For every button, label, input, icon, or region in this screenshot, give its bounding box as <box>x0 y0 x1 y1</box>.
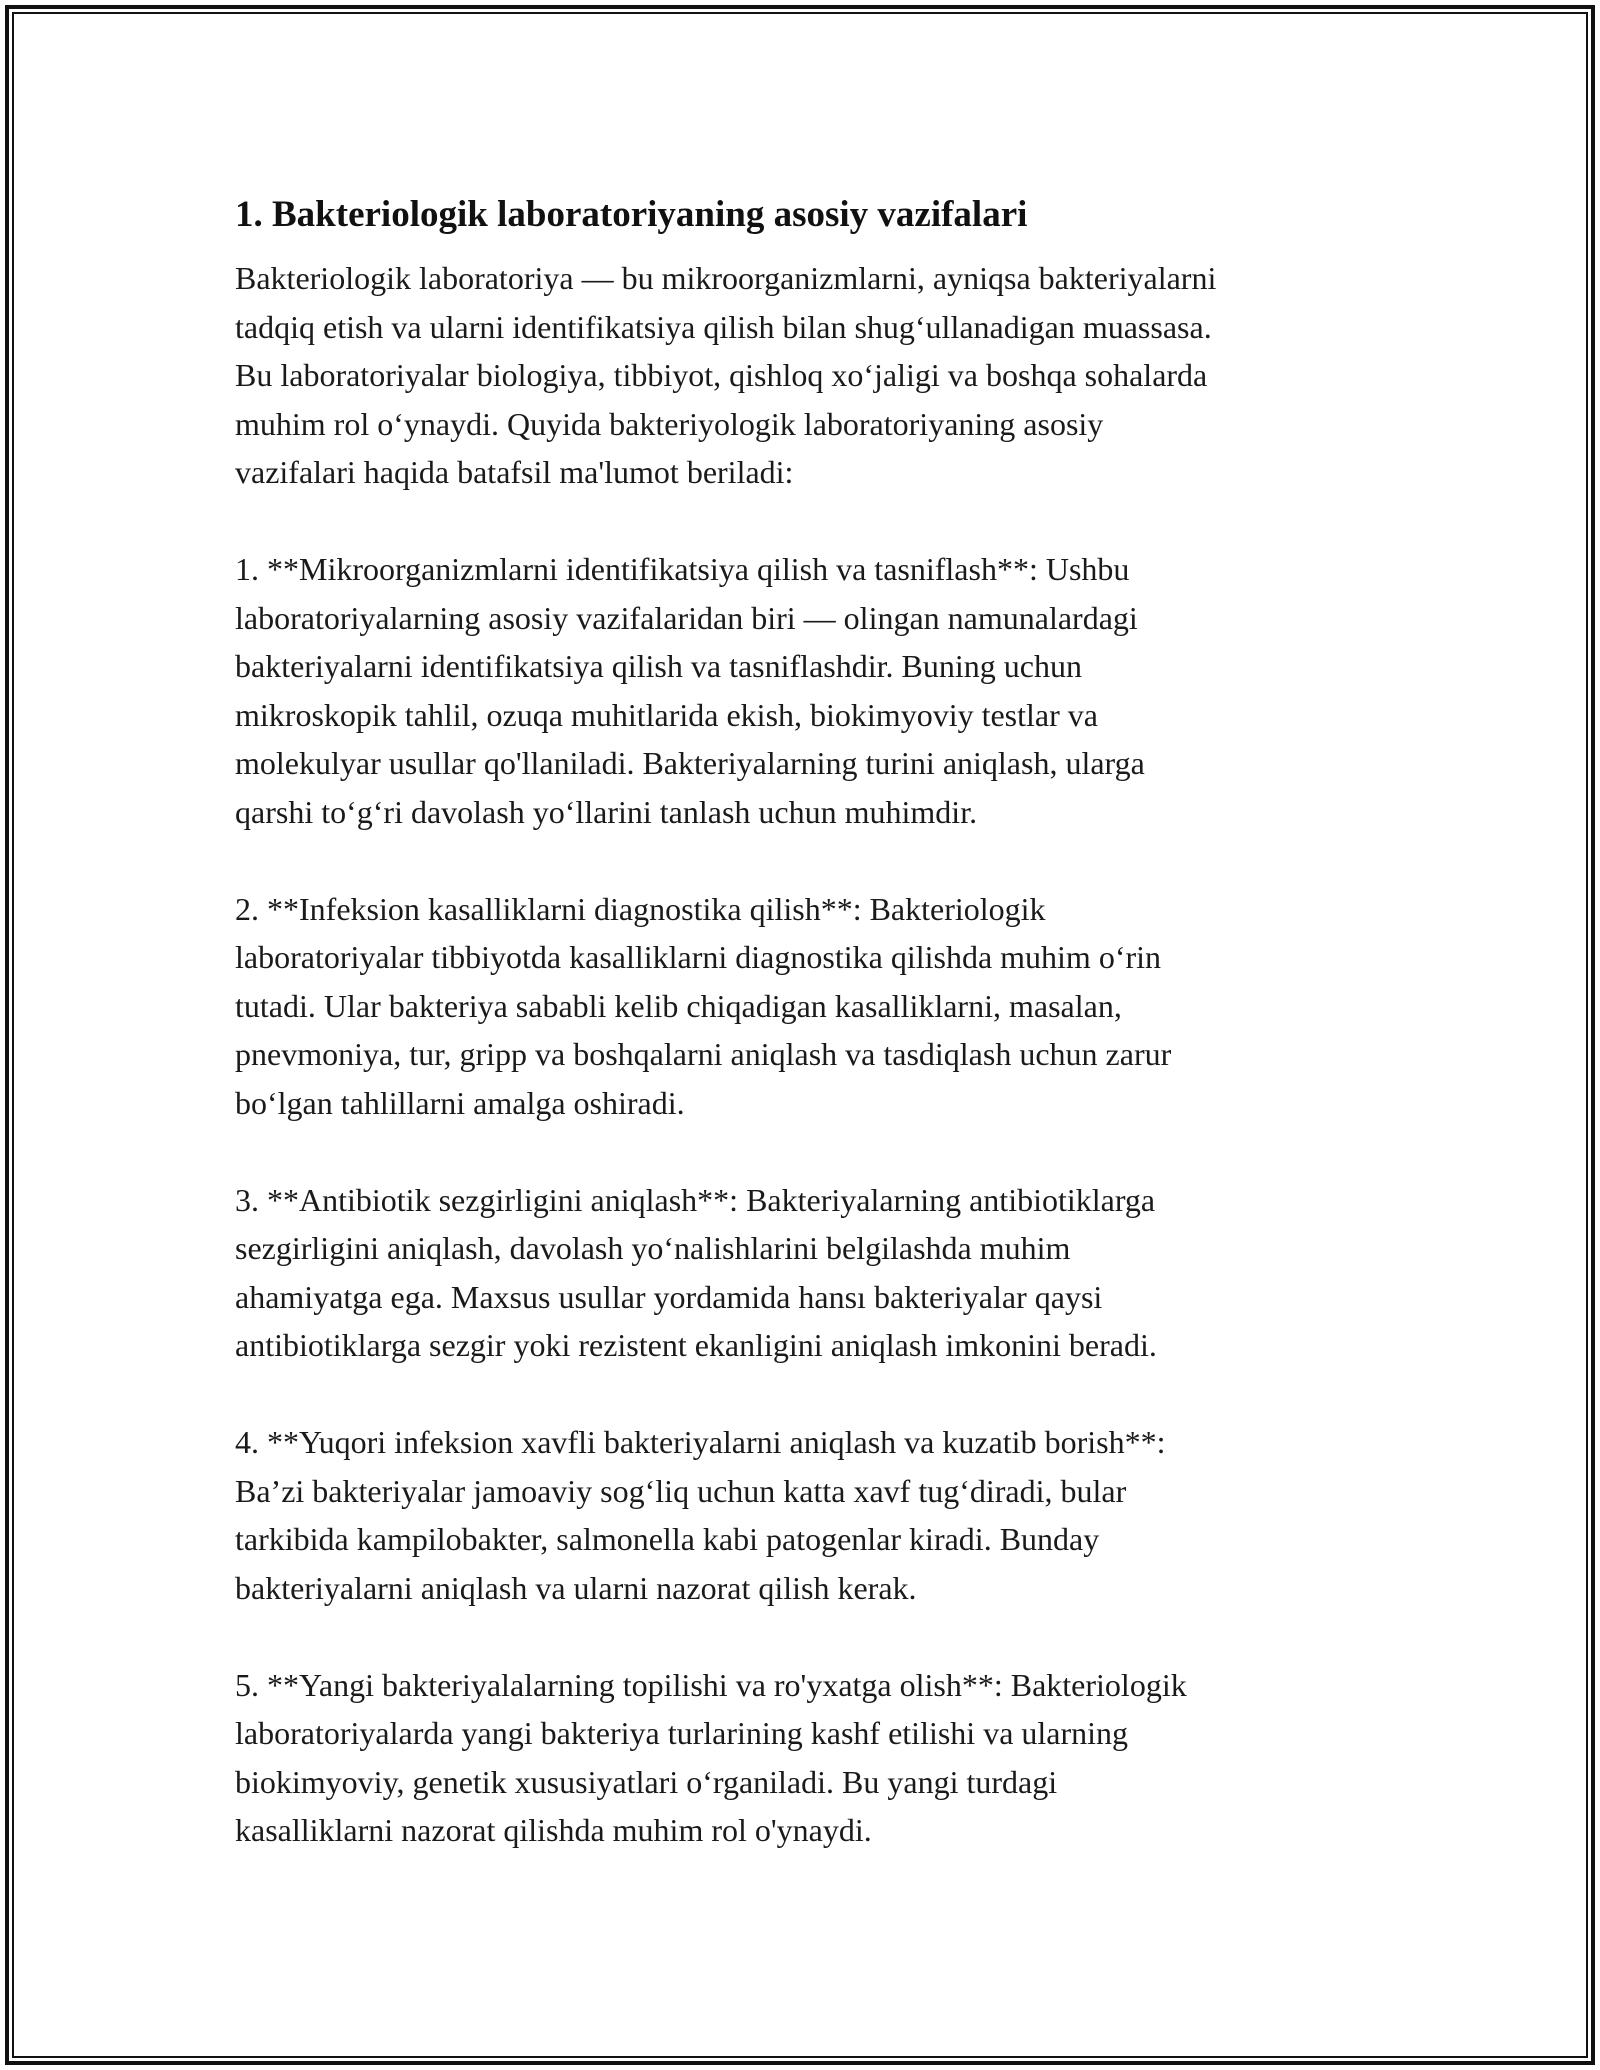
list-item-diagnostics: 2. **Infeksion kasalliklarni diagnostika qilish**: Bakteriologik laboratoriyalar tibbiyotda kasalliklarni diagnostika qilishda muhim o‘rin tutadi. Ular bakteriya sababli kelib chiqadigan kasalliklarni, masalan, pnevmoniya, tur, gripp va boshqalarni aniqlash va tasdiqlash uchun zarur bo‘lgan tahlillarni amalga oshiradi. <box>235 890 1172 1121</box>
document-title: 1. Bakteriologik laboratoriyaning asosiy vazifalari <box>235 194 1028 235</box>
list-item-high-risk-bacteria: 4. **Yuqori infeksion xavfli bakteriyalarni aniqlash va kuzatib borish**: Ba’zi bakteriyalar jamoaviy sog‘liq uchun katta xavf tug‘diradi, bular tarkibida kampilobakter, salmonella kabi patogenlar kiradi. Bunday bakteriyalarni aniqlash va ularni nazorat qilish kerak. <box>235 1424 1166 1606</box>
intro-paragraph: Bakteriologik laboratoriya — bu mikroorganizmlarni, ayniqsa bakteriyalarni tadqiq etish va ularni identifikatsiya qilish bilan shug‘ullanadigan muassasa. Bu laboratoriyalar biologiya, tibbiyot, qishloq xo‘jaligi va boshqa sohalarda muhim rol o‘ynaydi. Quyida bakteriyologik laboratoriyaning asosiy vazifalari haqida batafsil ma'lumot beriladi: <box>235 260 1217 490</box>
document-body <box>235 188 1375 1855</box>
list-item-antibiotic-sensitivity: 3. **Antibiotik sezgirligini aniqlash**: Bakteriyalarning antibiotiklarga sezgirligini aniqlash, davolash yo‘nalishlarini belgilashda muhim ahamiyatga ega. Maxsus usullar yordamida hansı bakteriyalar qaysi antibiotiklarga sezgir yoki rezistent ekanligini aniqlash imkonini beradi. <box>235 1181 1157 1363</box>
list-item-identification: 1. **Mikroorganizmlarni identifikatsiya qilish va tasniflash**: Ushbu laboratoriyalarning asosiy vazifalaridan biri — olingan namunalardagi bakteriyalarni identifikatsiya qilish va tasniflashdir. Buning uchun mikroskopik tahlil, ozuqa muhitlarida ekish, biokimyoviy testlar va molekulyar usullar qo'llaniladi. Bakteriyalarning turini aniqlash, ularga qarshi to‘g‘ri davolash yo‘llarini tanlash uchun muhimdir. <box>235 551 1145 830</box>
list-item-new-bacteria: 5. **Yangi bakteriyalalarning topilishi va ro'yxatga olish**: Bakteriologik laboratoriyalarda yangi bakteriya turlarining kashf etilishi va ularning biokimyoviy, genetik xususiyatlari o‘rganiladi. Bu yangi turdagi kasalliklarni nazorat qilishda muhim rol o'ynaydi. <box>235 1666 1187 1848</box>
